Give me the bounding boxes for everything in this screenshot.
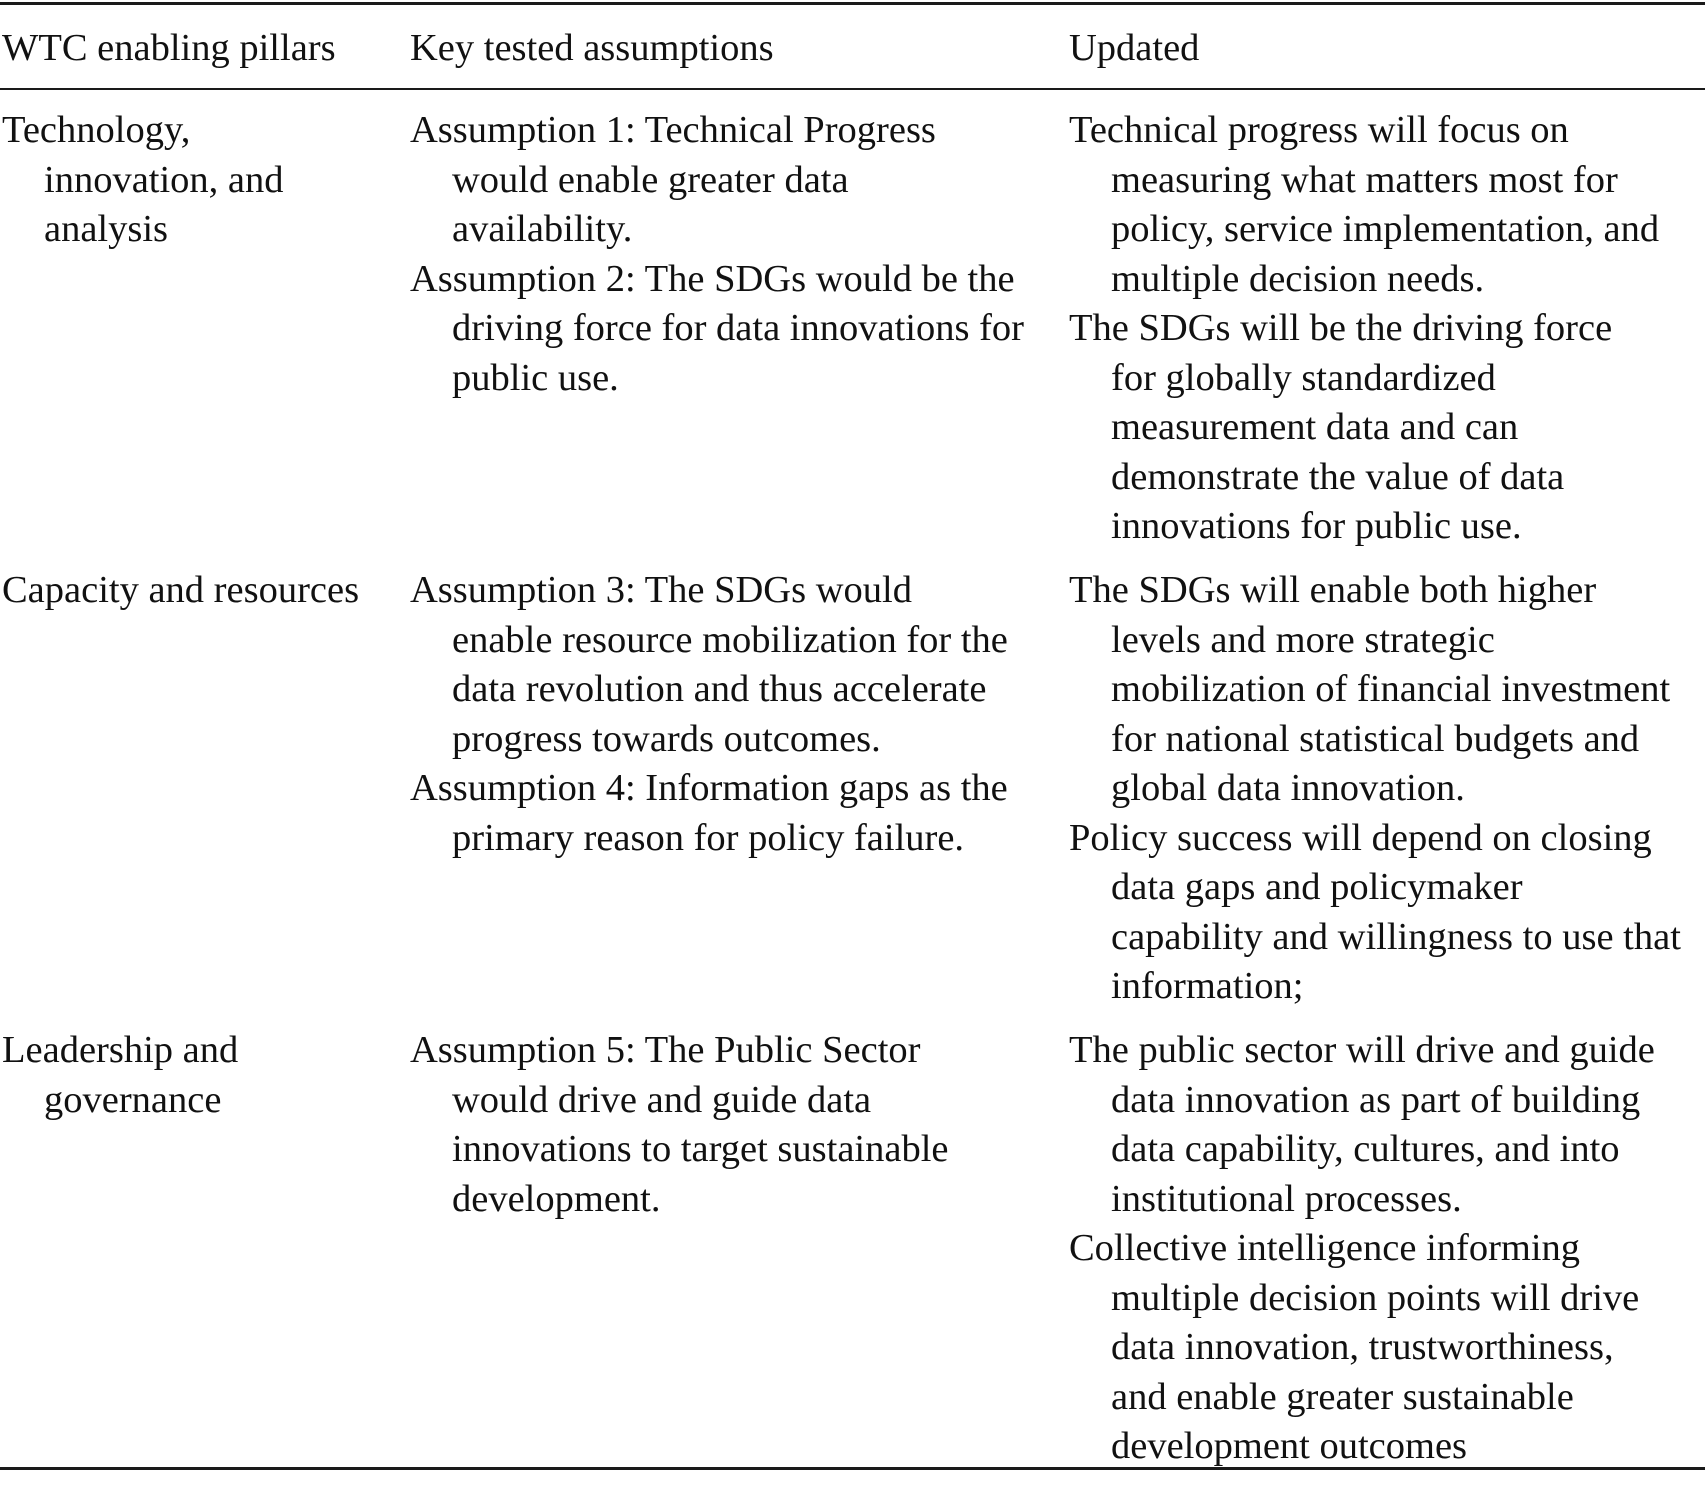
updated-entry-line: levels and more strategic [1111, 618, 1495, 661]
updated-entry-line: The SDGs will enable both higher [1069, 569, 1597, 611]
assumption-entry [410, 566, 1050, 764]
header-wtc-pillars: WTC enabling pillars [2, 27, 336, 69]
updated-entry-line: for national statistical budgets and [1111, 717, 1640, 760]
pillar-name [2, 106, 402, 255]
updated-entry-line: capability and willingness to use that [1111, 915, 1681, 958]
updated-entry-line: for globally standardized [1111, 356, 1496, 399]
assumption-entry-line: would enable greater data [452, 158, 849, 201]
updated-entry [1069, 1224, 1705, 1472]
updated-entry-line: data innovation as part of building [1111, 1078, 1641, 1121]
updated-cell [1069, 1026, 1705, 1472]
assumption-entry-line: Assumption 5: The Public Sector [410, 1029, 921, 1071]
pillar-cell [2, 566, 402, 616]
table-header-rule [0, 88, 1705, 90]
table-row [0, 566, 1705, 1026]
pillar-cell [2, 1026, 402, 1125]
updated-entry-line: measuring what matters most for [1111, 158, 1618, 201]
updated-entry [1069, 566, 1705, 814]
header-key-tested-assumptions: Key tested assumptions [410, 27, 774, 69]
pillar-name-line: Leadership and [2, 1029, 239, 1071]
assumption-entry-line: would drive and guide data [452, 1078, 872, 1121]
updated-entry-line: The public sector will drive and guide [1069, 1029, 1655, 1071]
assumption-entry [410, 106, 1050, 255]
assumption-entry-line: data revolution and thus accelerate [452, 668, 987, 710]
updated-entry-line: policy, service implementation, and [1111, 208, 1660, 250]
assumption-entry-line: progress towards outcomes. [452, 717, 881, 760]
updated-entry-line: Technical progress will focus on [1069, 109, 1569, 151]
updated-entry-line: Collective intelligence informing [1069, 1227, 1581, 1269]
table-top-rule [0, 2, 1705, 5]
table-row [0, 106, 1705, 566]
assumption-entry [410, 255, 1050, 404]
pillar-name-line: innovation, and [44, 158, 284, 201]
pillar-name-line: Technology, [2, 109, 191, 151]
updated-entry-line: innovations for public use. [1111, 505, 1522, 547]
updated-entry-line: multiple decision points will drive [1111, 1276, 1640, 1319]
updated-entry-line: data innovation, trustworthiness, [1111, 1326, 1614, 1368]
assumption-entry-line: Assumption 1: Technical Progress [410, 109, 936, 151]
assumptions-cell [410, 566, 1050, 863]
pillar-name [2, 566, 402, 616]
updated-entry-line: data gaps and policymaker [1111, 866, 1523, 908]
assumption-entry-line: Assumption 4: Information gaps as the [410, 767, 1008, 809]
assumption-entry-line: innovations to target sustainable [452, 1128, 949, 1170]
assumptions-cell [410, 106, 1050, 403]
table-header-row [0, 24, 1705, 74]
pillar-cell [2, 106, 402, 255]
assumption-entry [410, 1026, 1050, 1224]
updated-entry [1069, 106, 1705, 304]
assumption-entry-line: Assumption 3: The SDGs would [410, 569, 912, 611]
assumption-entry-line: availability. [452, 208, 633, 250]
table-body [0, 106, 1705, 1486]
assumption-entry-line: primary reason for policy failure. [452, 816, 965, 859]
updated-entry-line: information; [1111, 965, 1304, 1007]
updated-entry-line: demonstrate the value of data [1111, 455, 1565, 498]
updated-cell [1069, 106, 1705, 552]
updated-entry [1069, 814, 1705, 1012]
pillar-name-line: governance [44, 1078, 222, 1121]
header-updated: Updated [1069, 27, 1200, 69]
updated-entry-line: measurement data and can [1111, 406, 1519, 448]
updated-cell [1069, 566, 1705, 1012]
updated-entry-line: data capability, cultures, and into [1111, 1128, 1620, 1170]
updated-entry-line: global data innovation. [1111, 767, 1465, 809]
updated-entry-line: multiple decision needs. [1111, 257, 1485, 300]
assumption-entry-line: Assumption 2: The SDGs would be the [410, 257, 1015, 300]
assumption-entry [410, 764, 1050, 863]
updated-entry-line: development outcomes [1111, 1425, 1468, 1467]
pillar-name-line: analysis [44, 208, 169, 250]
updated-entry [1069, 1026, 1705, 1224]
assumptions-cell [410, 1026, 1050, 1224]
pillar-name-line: Capacity and resources [2, 569, 360, 611]
assumption-entry-line: public use. [452, 356, 619, 399]
assumption-entry-line: development. [452, 1177, 661, 1220]
updated-entry-line: The SDGs will be the driving force [1069, 307, 1613, 349]
updated-entry [1069, 304, 1705, 552]
updated-entry-line: mobilization of financial investment [1111, 668, 1671, 710]
updated-entry-line: Policy success will depend on closing [1069, 816, 1652, 859]
updated-entry-line: institutional processes. [1111, 1177, 1462, 1220]
updated-entry-line: and enable greater sustainable [1111, 1375, 1574, 1418]
assumption-entry-line: driving force for data innovations for [452, 307, 1024, 349]
pillar-name [2, 1026, 402, 1125]
assumption-entry-line: enable resource mobilization for the [452, 618, 1008, 661]
table-row [0, 1026, 1705, 1486]
